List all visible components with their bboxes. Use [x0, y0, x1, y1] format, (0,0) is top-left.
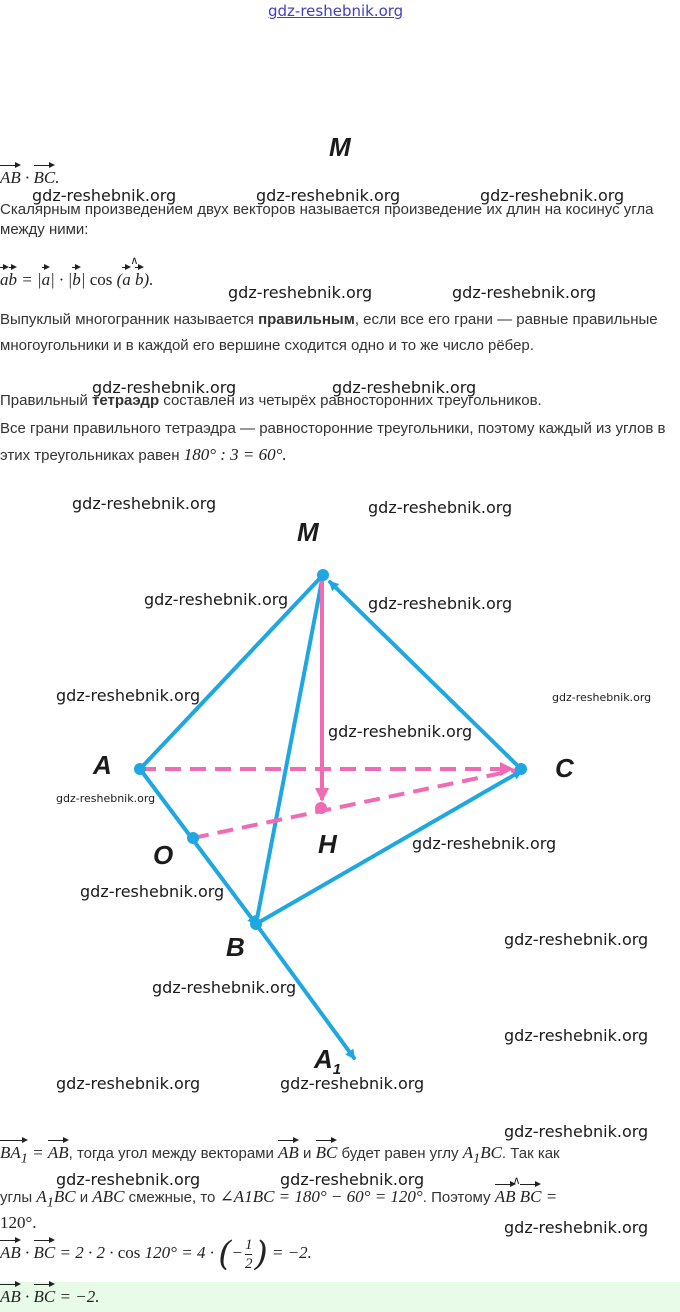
watermark: gdz-reshebnik.org: [328, 722, 473, 741]
watermark: gdz-reshebnik.org: [228, 283, 373, 302]
label-a1: $A_1$: [314, 1044, 342, 1079]
watermark: gdz-reshebnik.org: [552, 691, 652, 704]
tetra-text: Правильный тетраэдр составлен из четырёх равносторонних треугольников.: [0, 392, 542, 409]
label-m: M: [297, 517, 319, 547]
watermark: gdz-reshebnik.org: [368, 498, 513, 517]
label-a: A: [93, 750, 112, 780]
watermark: gdz-reshebnik.org: [56, 1074, 201, 1093]
answer-highlight: [0, 1282, 680, 1312]
label-b: B: [226, 932, 245, 962]
watermark: gdz-reshebnik.org: [56, 686, 201, 705]
watermark: gdz-reshebnik.org: [332, 378, 477, 397]
watermark: gdz-reshebnik.org: [72, 494, 217, 513]
edge-mb: [256, 575, 323, 924]
formula-scalar: ab = |a| · |b| cos (∧ a b).: [0, 270, 153, 290]
watermark: gdz-reshebnik.org: [504, 1218, 649, 1237]
label-h: H: [318, 829, 337, 859]
label-o: O: [153, 840, 174, 870]
watermark: gdz-reshebnik.org: [452, 283, 597, 302]
watermark: gdz-reshebnik.org: [504, 1122, 649, 1141]
answer: AB · BC = −2.: [0, 1287, 100, 1306]
watermark: gdz-reshebnik.org: [280, 1074, 425, 1093]
task-expression: AB · BC.: [0, 168, 60, 187]
median-oc-dashed: [193, 769, 521, 838]
solution-line-4: AB · BC = 2 · 2 · cos 120° = 4 · (− $\frac{1}{2}$ ) = −2.: [0, 1234, 312, 1274]
label-m-top: M: [329, 132, 351, 162]
solution-line-1: $BA_1$ = AB, тогда угол между векторами AB и BC будет равен углу $A_1BC$. Так как: [0, 1143, 560, 1167]
point-h: [315, 802, 327, 814]
point-a: [134, 763, 146, 775]
watermark: gdz-reshebnik.org: [56, 792, 156, 805]
watermark: gdz-reshebnik.org: [80, 882, 225, 901]
watermark: gdz-reshebnik.org: [144, 590, 289, 609]
watermark: gdz-reshebnik.org: [92, 378, 237, 397]
point-b: [250, 918, 262, 930]
watermark: gdz-reshebnik.org: [504, 930, 649, 949]
definition-regular: Выпуклый многогранник называется правильным, если все его грани — равные правильные многоугольники и в каждой его вершине сходится одно и то же число рёбер.: [0, 311, 658, 354]
watermark: gdz-reshebnik.org: [152, 978, 297, 997]
point-c: [515, 763, 527, 775]
watermark: gdz-reshebnik.org: [504, 1026, 649, 1045]
label-c: C: [555, 753, 574, 783]
site-link[interactable]: gdz-reshebnik.org: [268, 2, 404, 20]
watermark: gdz-reshebnik.org: [32, 186, 177, 205]
watermark: gdz-reshebnik.org: [368, 594, 513, 613]
watermark: gdz-reshebnik.org: [480, 186, 625, 205]
point-o: [187, 832, 199, 844]
faces-text: Все грани правильного тетраэдра — равносторонние треугольники, поэтому каждый из углов в этих треугольниках равен 180° : 3 = 60°.: [0, 420, 666, 464]
watermark: gdz-reshebnik.org: [412, 834, 557, 853]
watermark: gdz-reshebnik.org: [256, 186, 401, 205]
solution-line-2: углы $A_1BC$ и ABC смежные, то ∠A1BC = 180° − 60° = 120°. Поэтому ∧ AB BC =: [0, 1187, 557, 1212]
watermark: gdz-reshebnik.org: [56, 1170, 201, 1189]
point-m: [317, 569, 329, 581]
watermark: gdz-reshebnik.org: [280, 1170, 425, 1189]
definition-scalar: Скалярным произведением двух векторов называется произведение их длин на косинус угла между ними:: [0, 201, 654, 238]
solution-line-3: 120°.: [0, 1213, 37, 1232]
